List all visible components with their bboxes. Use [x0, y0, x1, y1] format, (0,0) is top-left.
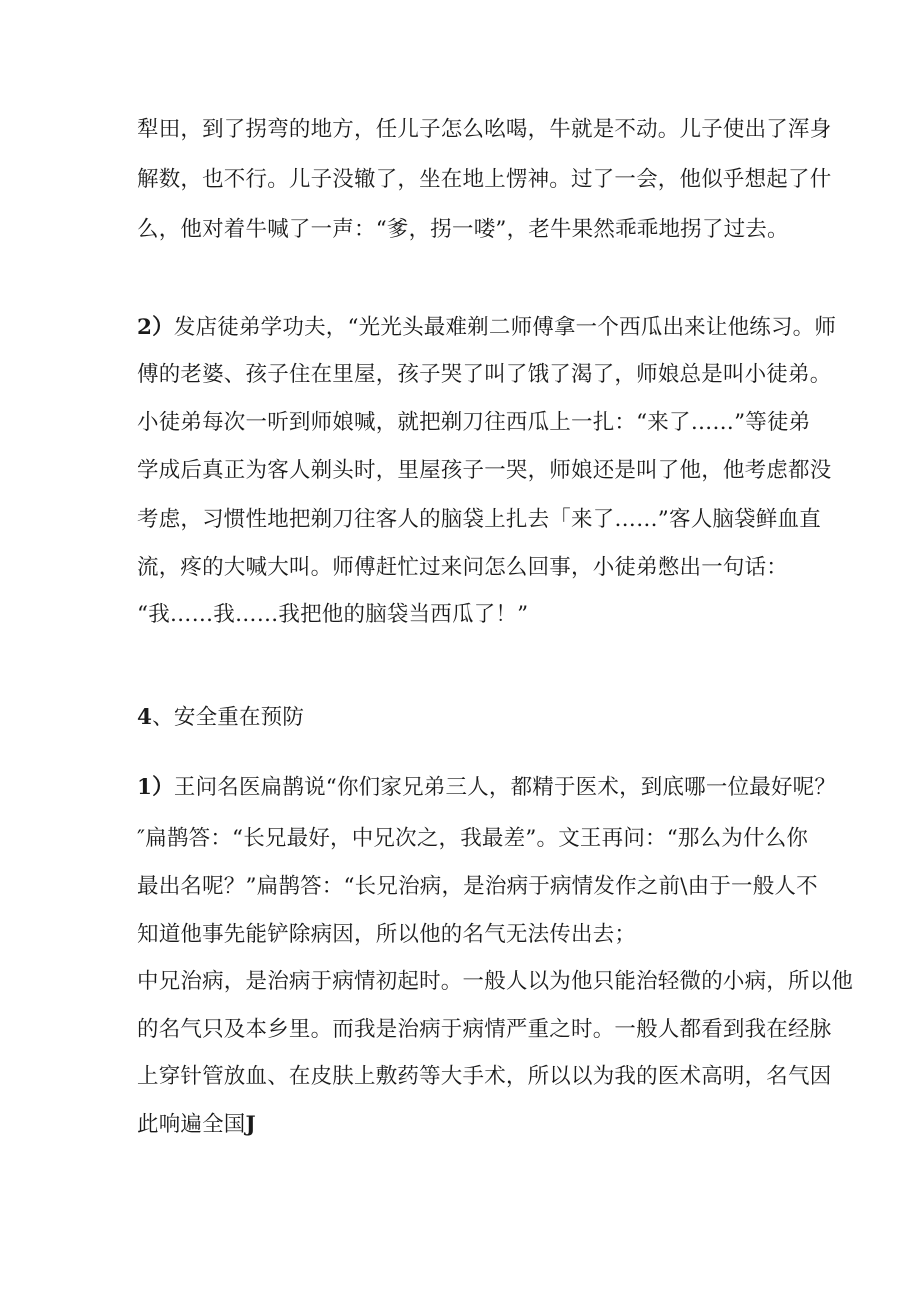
- section-heading: [137, 703, 304, 733]
- paragraph-2-line-5: 考虑，习惯性地把剃刀往客人的脑袋上扎去「来了……”客人脑袋鲜血直: [137, 507, 821, 532]
- paragraph-2-number: 2）: [137, 315, 174, 340]
- paragraph-3-line-4: 知道他事先能铲除病因，所以他的名气无法传出去；: [137, 922, 637, 947]
- paragraph-3-number: 1）: [137, 775, 174, 800]
- paragraph-2-line-2: 傅的老婆、孩子住在里屋，孩子哭了叫了饿了渴了，师娘总是叫小徒弟。: [137, 362, 832, 387]
- paragraph-3-line-2: ″扁鹊答：“长兄最好，中兄次之，我最差”。文王再问：“那么为什么你: [137, 826, 809, 851]
- paragraph-1-line-3: 么，他对着牛喊了一声：“爹，拐一喽”，老牛果然乖乖地拐了过去。: [137, 217, 789, 242]
- paragraph-2-line-6: 流，疼的大喊大叫。师傅赶忙过来问怎么回事，小徒弟憋出一句话：: [137, 555, 789, 580]
- paragraph-3-trailing-mark: J: [245, 1112, 256, 1137]
- paragraph-1-line-1: 犁田，到了拐弯的地方，任儿子怎么吆喝，牛就是不动。儿子使出了浑身: [137, 117, 832, 142]
- paragraph-3-line-7: 上穿针管放血、在皮肤上敷药等大手术，所以以为我的医术高明，名气因: [137, 1064, 832, 1089]
- paragraph-2-line-1: [137, 313, 837, 343]
- paragraph-3-line-1: [137, 773, 837, 803]
- paragraph-3-line-5: 中兄治病，是治病于病情初起时。一般人以为他只能治轻微的小病，所以他: [137, 969, 854, 994]
- paragraph-2-line-4: 学成后真正为客人剃头时，里屋孩子一哭，师娘还是叫了他，他考虑都没: [137, 458, 832, 483]
- paragraph-3-line-8: [137, 1110, 256, 1140]
- paragraph-2-line-3: 小徒弟每次一听到师娘喊，就把剃刀往西瓜上一扎：“来了……”等徒弟: [137, 410, 811, 435]
- paragraph-2-line-7: “我……我……我把他的脑袋当西瓜了！”: [137, 602, 529, 627]
- paragraph-3-line-3: 最出名呢？”扁鹊答：“长兄治病，是治病于病情发作之前\由于一般人不: [137, 874, 818, 899]
- paragraph-3-line-1-text: 王问名医扁鹊说“你们家兄弟三人，都精于医术，到底哪一位最好呢？: [173, 775, 837, 800]
- section-heading-text: 、安全重在预防: [152, 705, 305, 730]
- paragraph-2-line-1-text: 发店徒弟学功夫，“光光头最难剃二师傅拿一个西瓜出来让他练习。师: [173, 315, 837, 340]
- section-heading-number: 4: [137, 705, 153, 730]
- paragraph-1-line-2: 解数，也不行。儿子没辙了，坐在地上愣神。过了一会，他似乎想起了什: [137, 167, 832, 192]
- paragraph-3-line-6: 的名气只及本乡里。而我是治病于病情严重之时。一般人都看到我在经脉: [137, 1017, 832, 1042]
- paragraph-3-line-8-text: 此响遍全国: [137, 1112, 246, 1137]
